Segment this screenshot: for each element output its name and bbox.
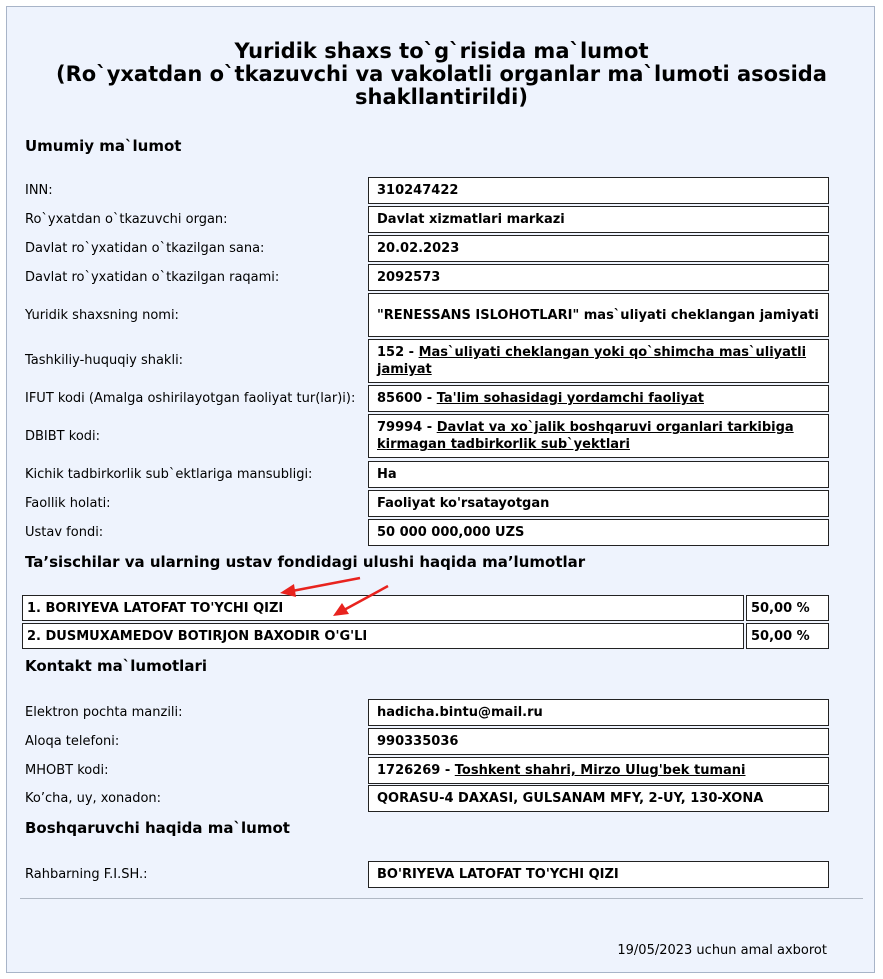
ifut-label: IFUT kodi (Amalga oshirilayotgan faoliyat tur(lar)i):	[25, 391, 356, 406]
founder-1-name-text: 1. BORIYEVA LATOFAT TO'YCHI QIZI	[27, 600, 284, 616]
activity-status-text: Faoliyat ko'rsatayotgan	[377, 496, 550, 511]
ifut-value: 85600 - Ta'lim sohasidagi yordamchi faoliyat	[368, 385, 829, 412]
director-label: Rahbarning F.I.SH.:	[25, 867, 148, 882]
mhobt-link[interactable]: Toshkent shahri, Mirzo Ulug'bek tumani	[454, 763, 746, 778]
director-text: BO'RIYEVA LATOFAT TO'YCHI QIZI	[377, 867, 619, 882]
mhobt-value: 1726269 - Toshkent shahri, Mirzo Ulug'bek tumani	[368, 757, 829, 784]
reg-date-text: 20.02.2023	[377, 241, 460, 256]
ifut-link[interactable]: Ta'lim sohasidagi yordamchi faoliyat	[436, 391, 704, 406]
reg-organ-label: Ro`yxatdan o`tkazuvchi organ:	[25, 212, 228, 227]
founder-2-name-text: 2. DUSMUXAMEDOV BOTIRJON BAXODIR O'G'LI	[27, 628, 368, 644]
charter-fund-text: 50 000 000,000 UZS	[377, 525, 525, 540]
reg-number-label: Davlat ro`yxatidan o`tkazilgan raqami:	[25, 270, 280, 285]
activity-status-label: Faollik holati:	[25, 496, 111, 511]
address-text: QORASU-4 DAXASI, GULSANAM MFY, 2-UY, 130-XONA	[377, 791, 764, 806]
founder-2-share-text: 50,00 %	[751, 628, 810, 644]
legal-form-value: 152 - Mas`uliyati cheklangan yoki qo`shimcha mas`uliyatli jamiyat	[368, 339, 829, 383]
title-line-1: Yuridik shaxs to`g`risida ma`lumot	[234, 39, 649, 63]
address-label: Ko’cha, uy, xonadon:	[25, 791, 162, 806]
email-label: Elektron pochta manzili:	[25, 705, 183, 720]
reg-date-label: Davlat ro`yxatidan o`tkazilgan sana:	[25, 241, 265, 256]
manager-heading: Boshqaruvchi haqida ma`lumot	[25, 819, 290, 837]
legal-form-label: Tashkiliy-huquqiy shakli:	[25, 353, 184, 368]
founder-1-share-text: 50,00 %	[751, 600, 810, 616]
legal-form-code: 152	[377, 345, 405, 360]
ifut-code: 85600	[377, 391, 423, 406]
founders-heading: Ta’sischilar va ularning ustav fondidagi ulushi haqida ma’lumotlar	[25, 553, 586, 571]
contact-heading: Kontakt ma`lumotlari	[25, 657, 207, 675]
mhobt-label: MHOBT kodi:	[25, 763, 109, 778]
name-label: Yuridik shaxsning nomi:	[25, 308, 179, 323]
legal-form-link[interactable]: Mas`uliyati cheklangan yoki qo`shimcha mas`uliyatli jamiyat	[377, 345, 807, 377]
reg-number-text: 2092573	[377, 270, 441, 285]
annotation-arrow-2	[333, 586, 388, 616]
phone-label: Aloqa telefoni:	[25, 734, 120, 749]
name-text: "RENESSANS ISLOHOTLARI" mas`uliyati cheklangan jamiyati	[377, 307, 819, 323]
inn-text: 310247422	[377, 183, 459, 198]
footer-validity-note: 19/05/2023 uchun amal axborot	[617, 943, 827, 958]
annotation-arrow-1	[280, 578, 360, 597]
small-business-label: Kichik tadbirkorlik sub`ektlariga mansubligi:	[25, 467, 313, 482]
small-business-text: Ha	[377, 467, 397, 482]
inn-label: INN:	[25, 183, 53, 198]
mhobt-code: 1726269	[377, 763, 441, 778]
title-line-3: shakllantirildi)	[355, 85, 528, 109]
dbibt-label: DBIBT kodi:	[25, 429, 101, 444]
dbibt-link[interactable]: Davlat va xo`jalik boshqaruvi organlari tarkibiga kirmagan tadbirkorlik sub`yektlari	[377, 420, 794, 452]
title-line-2: (Ro`yxatdan o`tkazuvchi va vakolatli organlar ma`lumoti asosida	[56, 62, 827, 86]
email-text: hadicha.bintu@mail.ru	[377, 705, 543, 720]
dbibt-value: 79994 - Davlat va xo`jalik boshqaruvi organlari tarkibiga kirmagan tadbirkorlik sub`yektlari	[368, 414, 829, 458]
dbibt-code: 79994	[377, 420, 423, 435]
general-heading: Umumiy ma`lumot	[25, 137, 182, 155]
reg-organ-text: Davlat xizmatlari markazi	[377, 212, 565, 227]
charter-fund-label: Ustav fondi:	[25, 525, 104, 540]
phone-text: 990335036	[377, 734, 459, 749]
